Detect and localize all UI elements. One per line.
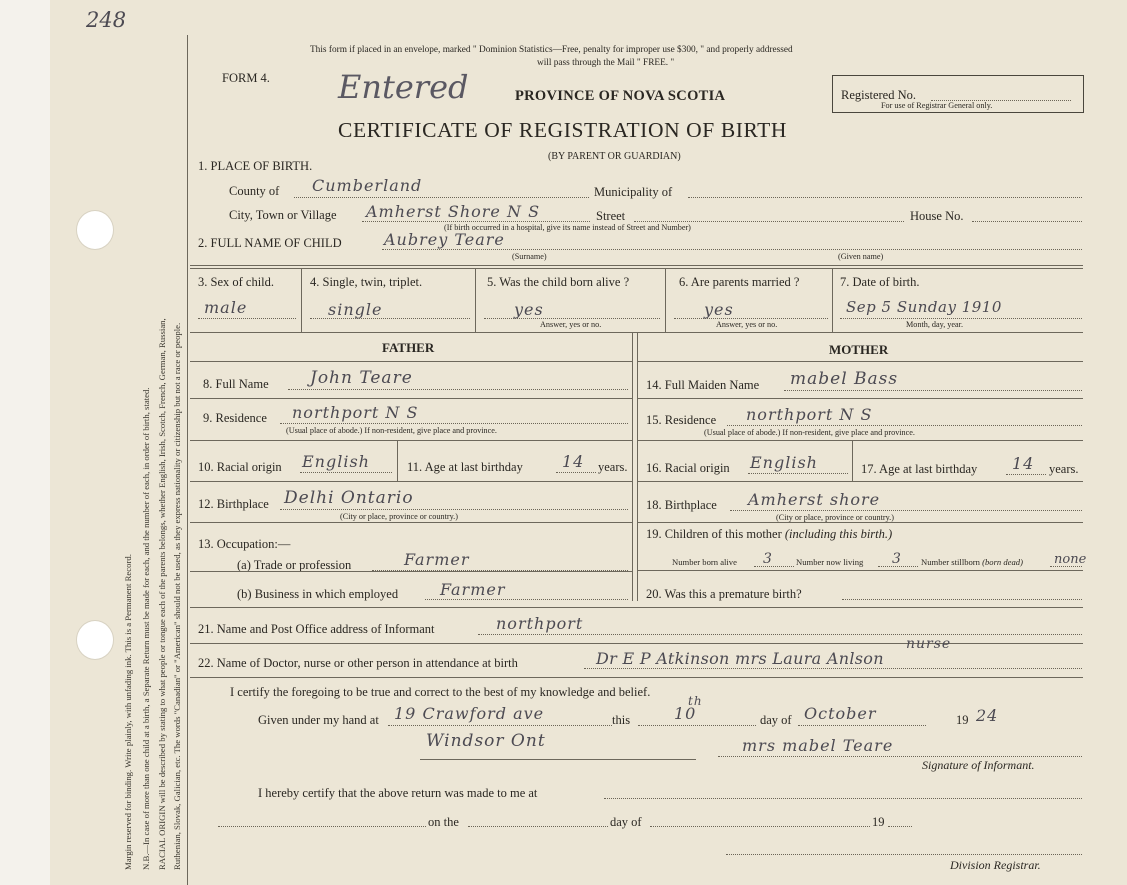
business-value: Farmer [440, 580, 506, 599]
business-label: (b) Business in which employed [237, 587, 399, 601]
city-label: City, Town or Village [229, 208, 337, 222]
father-years: years. [598, 460, 628, 474]
surname-note: (Surname) [512, 252, 547, 261]
trade-label: (a) Trade or profession [237, 558, 352, 572]
doctor-value: Dr E P Atkinson mrs Laura Anlson [596, 649, 884, 668]
father-birthplace-label: 12. Birthplace [198, 497, 269, 511]
informant-value: northport [496, 614, 584, 633]
month-value: October [804, 704, 877, 723]
born-alive-note: Answer, yes or no. [540, 320, 602, 329]
division-registrar-label: Division Registrar. [950, 858, 1041, 872]
children-label: 19. Children of this mother (including this birth.) [646, 527, 893, 541]
margin-note-racial-origin-2: Ruthenian, Slovak, Galician, etc. The words "Canadian" or "American" should not be used, as they express nationality or citizenship but not a race or people. [172, 322, 182, 870]
day-suffix: th [688, 694, 703, 708]
father-heading: FATHER [382, 340, 435, 355]
plurality-label: 4. Single, twin, triplet. [310, 275, 423, 289]
given-name-note: (Given name) [838, 252, 884, 261]
hospital-note: (If birth occurred in a hospital, give its name instead of Street and Number) [444, 223, 691, 232]
place-of-birth-heading: 1. PLACE OF BIRTH. [198, 159, 313, 173]
mother-name-value: mabel Bass [790, 369, 899, 389]
given-under-label: Given under my hand at [258, 713, 379, 727]
date-of-birth-label: 7. Date of birth. [840, 275, 920, 289]
doctor-label: 22. Name of Doctor, nurse or other person in attendance at birth [198, 656, 518, 670]
form-number: FORM 4. [222, 71, 270, 85]
premature-label: 20. Was this a premature birth? [646, 587, 802, 601]
plurality-value: single [328, 300, 383, 319]
province-title: PROVINCE OF NOVA SCOTIA [515, 88, 726, 104]
date-of-birth-note: Month, day, year. [906, 320, 963, 329]
postal-notice-line2: will pass through the Mail " FREE. " [537, 58, 675, 68]
parents-married-note: Answer, yes or no. [716, 320, 778, 329]
entered-stamp: Entered [338, 68, 469, 106]
house-no-label: House No. [910, 209, 964, 223]
father-racial-value: English [302, 452, 370, 471]
registered-no-box [832, 75, 1084, 113]
corner-number: 248 [86, 8, 127, 32]
mother-racial-value: English [750, 453, 818, 472]
nurse-note: nurse [906, 636, 952, 652]
parents-married-value: yes [704, 300, 734, 319]
mother-racial-label: 16. Racial origin [646, 461, 730, 475]
mother-years: years. [1049, 462, 1079, 476]
margin-note-multiple-births: N.B.—In case of more than one child at a birth, a Separate Return must be made for each, and the number of each, in order of birth, stated. [141, 387, 151, 870]
punch-hole-bottom [76, 620, 114, 660]
county-label: County of [229, 184, 280, 198]
mother-age-label: 17. Age at last birthday [861, 462, 978, 476]
mother-birthplace-label: 18. Birthplace [646, 498, 717, 512]
born-alive-count-label: Number born alive [672, 557, 737, 567]
born-alive-count-value: 3 [763, 551, 773, 567]
margin-note-racial-origin-1: RACIAL ORIGIN will be described by stating to what people or tongue each of the parents belongs, whether English, Irish, Scotch, French, German, Russian, [157, 318, 167, 870]
year-value: 24 [976, 706, 999, 725]
date-of-birth-value: Sep 5 Sunday 1910 [846, 298, 1002, 316]
margin-note-binding: Margin reserved for binding. Write plainly, with unfading ink. This is a Permanent Record. [123, 554, 133, 870]
father-racial-label: 10. Racial origin [198, 460, 282, 474]
registrar-certify-statement: I hereby certify that the above return was made to me at [258, 786, 538, 800]
street-label: Street [596, 209, 626, 223]
registered-note: For use of Registrar General only. [881, 101, 993, 110]
mother-abode-note: (Usual place of abode.) If non-resident, give place and province. [704, 428, 915, 437]
city-value: Amherst Shore N S [366, 202, 541, 221]
informant-signature-value: mrs mabel Teare [742, 736, 894, 755]
sex-value: male [204, 298, 248, 317]
parents-married-label: 6. Are parents married ? [679, 275, 800, 289]
municipality-label: Municipality of [594, 185, 673, 199]
child-name-label: 2. FULL NAME OF CHILD [198, 236, 342, 250]
registered-label: Registered No. [841, 88, 916, 102]
father-age-value: 14 [562, 452, 585, 471]
mother-residence-label: 15. Residence [646, 413, 717, 427]
day-value: 10 [674, 704, 697, 723]
stillborn-value: none [1054, 552, 1087, 567]
certificate-subtitle: (BY PARENT OR GUARDIAN) [548, 151, 681, 162]
trade-value: Farmer [404, 550, 470, 569]
father-residence-label: 9. Residence [203, 411, 267, 425]
certificate-title: CERTIFICATE OF REGISTRATION OF BIRTH [338, 118, 788, 142]
punch-hole-top [76, 210, 114, 250]
sex-label: 3. Sex of child. [198, 275, 275, 289]
certify-statement: I certify the foregoing to be true and correct to the best of my knowledge and belief. [230, 685, 651, 699]
father-city-note: (City or place, province or country.) [340, 512, 458, 521]
mother-heading: MOTHER [829, 342, 889, 357]
registrar-on-the-label: on the [428, 815, 459, 829]
mother-city-note: (City or place, province or country.) [776, 513, 894, 522]
father-residence-value: northport N S [292, 403, 419, 422]
father-abode-note: (Usual place of abode.) If non-resident, give place and province. [286, 426, 497, 435]
day-of-label: day of [760, 713, 792, 727]
binding-rule [187, 35, 188, 885]
registrar-year-prefix: 19 [872, 815, 885, 829]
year-prefix: 19 [956, 713, 969, 727]
now-living-value: 3 [892, 551, 902, 567]
informant-signature-label: Signature of Informant. [922, 758, 1035, 772]
born-alive-value: yes [514, 300, 544, 319]
mother-birthplace-value: Amherst shore [748, 490, 881, 509]
mother-name-label: 14. Full Maiden Name [646, 378, 760, 392]
father-name-label: 8. Full Name [203, 377, 269, 391]
city-signature-value: Windsor Ont [426, 731, 546, 751]
occupation-label: 13. Occupation:— [198, 537, 291, 551]
now-living-label: Number now living [796, 557, 864, 567]
father-birthplace-value: Delhi Ontario [284, 488, 414, 508]
stillborn-label: Number stillborn (born dead) [921, 557, 1023, 567]
child-name-value: Aubrey Teare [384, 230, 505, 249]
informant-label: 21. Name and Post Office address of Informant [198, 622, 435, 636]
postal-notice-line1: This form if placed in an envelope, marked " Dominion Statistics—Free, penalty for improper use $300, " and properly addressed [310, 45, 793, 55]
given-place-value: 19 Crawford ave [394, 704, 545, 723]
born-alive-label: 5. Was the child born alive ? [487, 275, 630, 289]
mother-residence-value: northport N S [746, 405, 873, 424]
registrar-day-of-label: day of [610, 815, 642, 829]
father-age-label: 11. Age at last birthday [407, 460, 523, 474]
this-label: this [612, 713, 631, 727]
county-value: Cumberland [312, 176, 423, 195]
father-name-value: John Teare [310, 368, 413, 388]
mother-age-value: 14 [1012, 454, 1035, 473]
